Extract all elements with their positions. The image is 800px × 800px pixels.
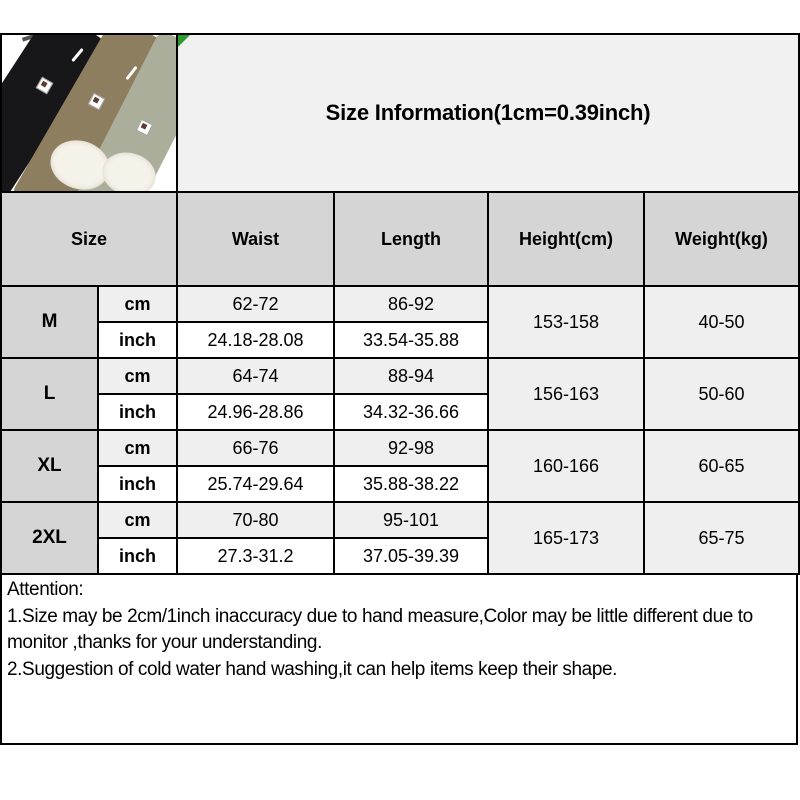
xl-inch-length: 35.88-38.22	[334, 466, 488, 502]
header-length: Length	[334, 192, 488, 286]
row-m-cm	[1, 286, 799, 322]
attention-note-2: 2.Suggestion of cold water hand washing,it can help items keep their shape.	[7, 658, 618, 680]
xl-weight: 60-65	[644, 430, 799, 502]
green-corner-icon	[178, 35, 190, 47]
l-height: 156-163	[488, 358, 644, 430]
attention-note-1: 1.Size may be 2cm/1inch inaccuracy due to hand measure,Color may be little different due to monitor ,thanks for your understanding.	[7, 605, 753, 653]
size-label-2xl: 2XL	[1, 502, 98, 574]
xl-inch-waist: 25.74-29.64	[177, 466, 334, 502]
header-row	[1, 192, 799, 286]
2xl-inch-length: 37.05-39.39	[334, 538, 488, 574]
m-inch-length: 33.54-35.88	[334, 322, 488, 358]
row-xl-cm	[1, 430, 799, 466]
xl-cm-waist: 66-76	[177, 430, 334, 466]
m-weight: 40-50	[644, 286, 799, 358]
m-height: 153-158	[488, 286, 644, 358]
header-height: Height(cm)	[488, 192, 644, 286]
unit-inch: inch	[98, 394, 177, 430]
l-inch-waist: 24.96-28.86	[177, 394, 334, 430]
unit-cm: cm	[98, 286, 177, 322]
2xl-cm-length: 95-101	[334, 502, 488, 538]
product-photo-cell	[1, 34, 177, 192]
size-table	[0, 33, 800, 575]
unit-cm: cm	[98, 502, 177, 538]
m-cm-waist: 62-72	[177, 286, 334, 322]
size-label-xl: XL	[1, 430, 98, 502]
title-cell	[177, 34, 799, 192]
size-label-m: M	[1, 286, 98, 358]
unit-cm: cm	[98, 430, 177, 466]
unit-inch: inch	[98, 322, 177, 358]
xl-cm-length: 92-98	[334, 430, 488, 466]
page-title: Size Information(1cm=0.39inch)	[325, 100, 651, 125]
header-weight: Weight(kg)	[644, 192, 799, 286]
unit-cm: cm	[98, 358, 177, 394]
2xl-weight: 65-75	[644, 502, 799, 574]
2xl-height: 165-173	[488, 502, 644, 574]
l-cm-length: 88-94	[334, 358, 488, 394]
l-inch-length: 34.32-36.66	[334, 394, 488, 430]
m-cm-length: 86-92	[334, 286, 488, 322]
unit-inch: inch	[98, 466, 177, 502]
size-label-l: L	[1, 358, 98, 430]
product-photo	[2, 35, 176, 191]
l-weight: 50-60	[644, 358, 799, 430]
unit-inch: inch	[98, 538, 177, 574]
m-inch-waist: 24.18-28.08	[177, 322, 334, 358]
header-waist: Waist	[177, 192, 334, 286]
header-size: Size	[1, 192, 177, 286]
banner-row	[1, 34, 799, 192]
l-cm-waist: 64-74	[177, 358, 334, 394]
2xl-inch-waist: 27.3-31.2	[177, 538, 334, 574]
row-2xl-cm	[1, 502, 799, 538]
2xl-cm-waist: 70-80	[177, 502, 334, 538]
attention-heading: Attention:	[7, 579, 84, 600]
row-l-cm	[1, 358, 799, 394]
attention-box	[0, 573, 798, 745]
xl-height: 160-166	[488, 430, 644, 502]
